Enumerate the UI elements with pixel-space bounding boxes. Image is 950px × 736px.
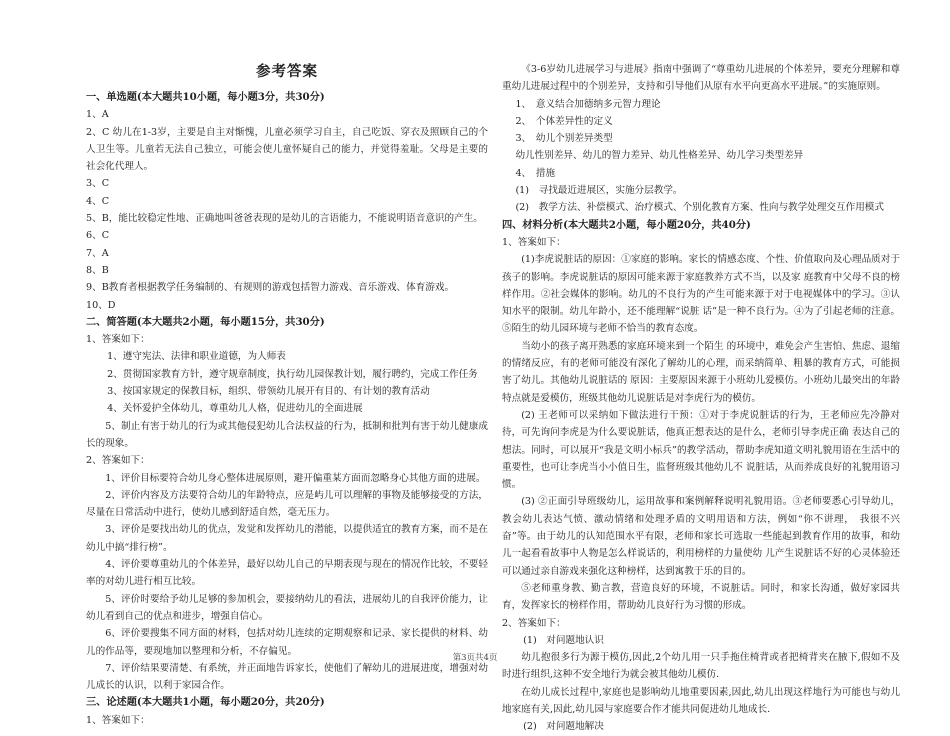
text-line: 1、答案如下： [502,236,566,248]
section-heading: 一、单选题(本大题共10小题，每小题3分，共30分) [86,91,325,103]
text-line: 2、答案如下： [502,617,566,629]
page-footer: 第3页共4页 [452,653,498,663]
page-title: 参考答案 [256,63,318,80]
text-line: 1、 意义结合加德纳多元智力理论 [515,98,661,110]
text-line: 3、C [86,178,110,190]
text-line: 1、评价目标要符合幼儿身心整体进展原则，避开偏重某方面而忽略身心其他方面的进展。 [105,472,486,484]
text-line: 1、答案如下： [86,714,150,726]
text-line: 5、B，能比较稳定性地、正确地叫爸爸表现的是幼儿的言语能力，不能说明语音意识的产生。 [86,213,483,225]
text-line: 当幼小的孩子离开熟悉的家庭环境来到一个陌生 的环境中，难免会产生害怕、焦虑、退缩的情绪反应，有的老师可能没有深化了解幼儿的心理，而采纳简单、粗暴的教育方式，可能损害了幼儿。其他幼儿说脏话的 原因：主要原因来源于小班幼儿爱模仿。小班幼儿最突出的年龄特点就是爱模仿，班级其他幼儿说脏话是对李虎行为的模仿。 [502,340,900,404]
text-line: (1) 对问题地认识 [523,634,604,646]
text-line: (2) 教学方法、补偿模式、治疗模式、个别化教育方案、性向与教学处理交互作用模式 [515,202,884,214]
text-line: 8、B [86,264,109,276]
text-line: 4、关怀爱护全体幼儿，尊重幼儿人格，促进幼儿的全面进展 [107,403,363,415]
text-line: (2) 对问题地解决 [523,721,604,733]
text-line: (2) 王老师可以采纳如下做法进行干预：①对于李虎说脏话的行为，王老师应先冷静对待，可先询问李虎是为什么要说脏话，他真正想表达的是什么，老师引导李虎正确 表达自己的想法。同时，可以展开“我是文明小标兵”的教学活动，帮助李虎知道文明礼貌用语在生活中的重要性，也可让李虎当小小值日生，监督班级其他幼儿不 说脏话，从而养成良好的礼貌用语习惯。 [502,409,900,491]
text-line: (1)李虎说脏话的原因：①家庭的影响。家长的情感态度、个性、价值取向及心理品质对于孩子的影响。李虎说脏话的原因可能来源于家庭教养方式不当，以及家 庭教育中父母不良的榜样作用。②社会媒体的影响。幼儿的不良行为的产生可能来源于对于电视媒体中的学习。③认知水平的限制。幼儿年龄小，还不能理解“说脏 话”是一种不良行为。④为了引起老师的注意。⑤陌生的幼儿园环境与老师不恰当的教育态度。 [502,254,900,335]
text-line: 2、评价内容及方法要符合幼儿的年龄特点，应是屿儿可以理解的事物及能够接受的方法，尽量在日常活动中进行，使幼儿感到舒适自然，毫无压力。 [86,489,488,519]
text-line: 6、评价要搜集不同方面的材料，包括对幼儿连续的定期观察和记录、家长提供的材料、幼儿的作品等，要现地加以整理和分析，不存偏见。 [86,628,488,657]
text-line: 2、贯彻国家教育方针，遵守规章制度，执行幼儿园保教计划，履行聘约，完成工作任务 [107,368,478,380]
section-heading: 四、材料分析(本大题共2小题，每小题20分，共40分) [502,218,751,231]
text-line: (3) ②正面引导班级幼儿，运用故事和案例解释说明礼貌用语。③老师要悉心引导幼儿，教会幼儿表达气愤、激动情绪和处理矛盾的文明用语和方法，例如“你不讲理， 我很不兴奋”等。由于幼儿的认知范围水平有限，老师和家长可选取一些能起到教育作用的故事，和幼儿一起看看故事中人物是怎么样说话的，利用榜样的力量使幼 儿产生说脏话不好的心灵体验还可以通过亲自游戏来强化这种榜样，达到寓教于乐的目的。 [502,496,900,577]
text-line: 幼儿性别差异、幼儿的智力差异、幼儿性格差异、幼儿学习类型差异 [515,150,804,162]
text-line: 4、评价要尊重幼儿的个体差异，最好以幼儿自己的早期表现与现在的情况作比较，不要轻率的对幼儿进行相互比较。 [86,559,488,588]
text-line: 2、 个体差异性的定义 [515,115,613,127]
section-heading: 三、论述题(本大题共1小题，每小题20分，共20分) [86,696,325,709]
text-line: 3、 幼儿个别差异类型 [515,133,613,145]
text-line: 4、C [86,195,110,207]
text-line: (1) 寻找最近进展区，实施分层教学。 [515,185,683,197]
left-column [86,62,488,729]
text-line: 4、 措施 [515,167,556,179]
text-line: 1、遵守宪法、法律和职业道德，为人师表 [107,351,286,363]
left-column-body [86,89,488,729]
text-line: 在幼儿成长过程中,家庭也是影响幼儿地重要因素,因此,幼儿出现这样地行为可能也与幼儿地家庭有关,因此,幼儿园与家庭要合作才能共同促进幼儿地成长. [502,686,900,715]
text-line: ⑤老师重身教、勤言教，营造良好的环境，不说脏话。同时，和家长沟通，做好家园共育，发挥家长的榜样作用，帮助幼儿良好行为习惯的形成。 [502,582,900,612]
text-line: 5、制止有害于幼儿的行为或其他侵犯幼儿合法权益的行为，抵制和批判有害于幼儿健康成长的现象。 [86,420,488,449]
text-line: 2、C 幼儿在1-3岁，主要是自主对惭愧，儿童必须学习自主，自己吃饭、穿衣及照顾自己的个人卫生等。儿童若无法自己独立，可能会使儿童怀疑自己的能力，并觉得羞耻。父母是主要的社会化代理人。 [86,126,488,173]
text-line: 10、D [86,299,116,311]
right-column [502,61,900,736]
text-line: 7、A [86,247,109,259]
right-column-body [502,61,900,736]
text-line: 3、按国家规定的保教目标，组织、带领幼儿展开有目的、有计划的教育活动 [107,386,430,398]
text-line: 《3-6岁幼儿进展学习与进展》指南中强调了“尊重幼儿进展的个体差异，要充分理解和尊重幼儿进展过程中的个别差异，支持和引导他们从原有水平向更高水平进展。”的实施原则。 [502,64,900,93]
text-line: 1、答案如下： [86,334,150,346]
text-line: 5、评价时要给予幼儿足够的参加机会，要接纳幼儿的看法，进展幼儿的自我评价能力，让幼儿看到自己的优点和进步，增强自信心。 [86,593,488,622]
section-heading: 二、简答题(本大题共2小题，每小题15分，共30分) [86,315,325,328]
text-line: 9、B教育者根据教学任务编制的、有规则的游戏包括智力游戏、音乐游戏、体育游戏。 [86,282,455,294]
text-line: 7、评价结果要清楚、有系统，并正面地告诉家长，使他们了解幼儿的进展进度，增强对幼儿成长的认识，以利于家园合作。 [86,662,488,692]
text-line: 3、评价是要找出幼儿的优点，发觉和发挥幼儿的潜能，以提供适宜的教育方案，而不是在幼儿中搞“排行榜”。 [86,524,488,553]
text-line: 1、A [86,109,109,121]
text-line: 2、答案如下： [86,455,150,467]
text-line: 6、C [86,230,110,242]
text-line: 幼儿抱很多行为源于模仿,因此,2个幼儿用一只手拖住椅背或者把椅背夹在腋下,假如不及时进行组织,这种不安全地行为就会被其他幼儿模仿. [502,652,900,681]
